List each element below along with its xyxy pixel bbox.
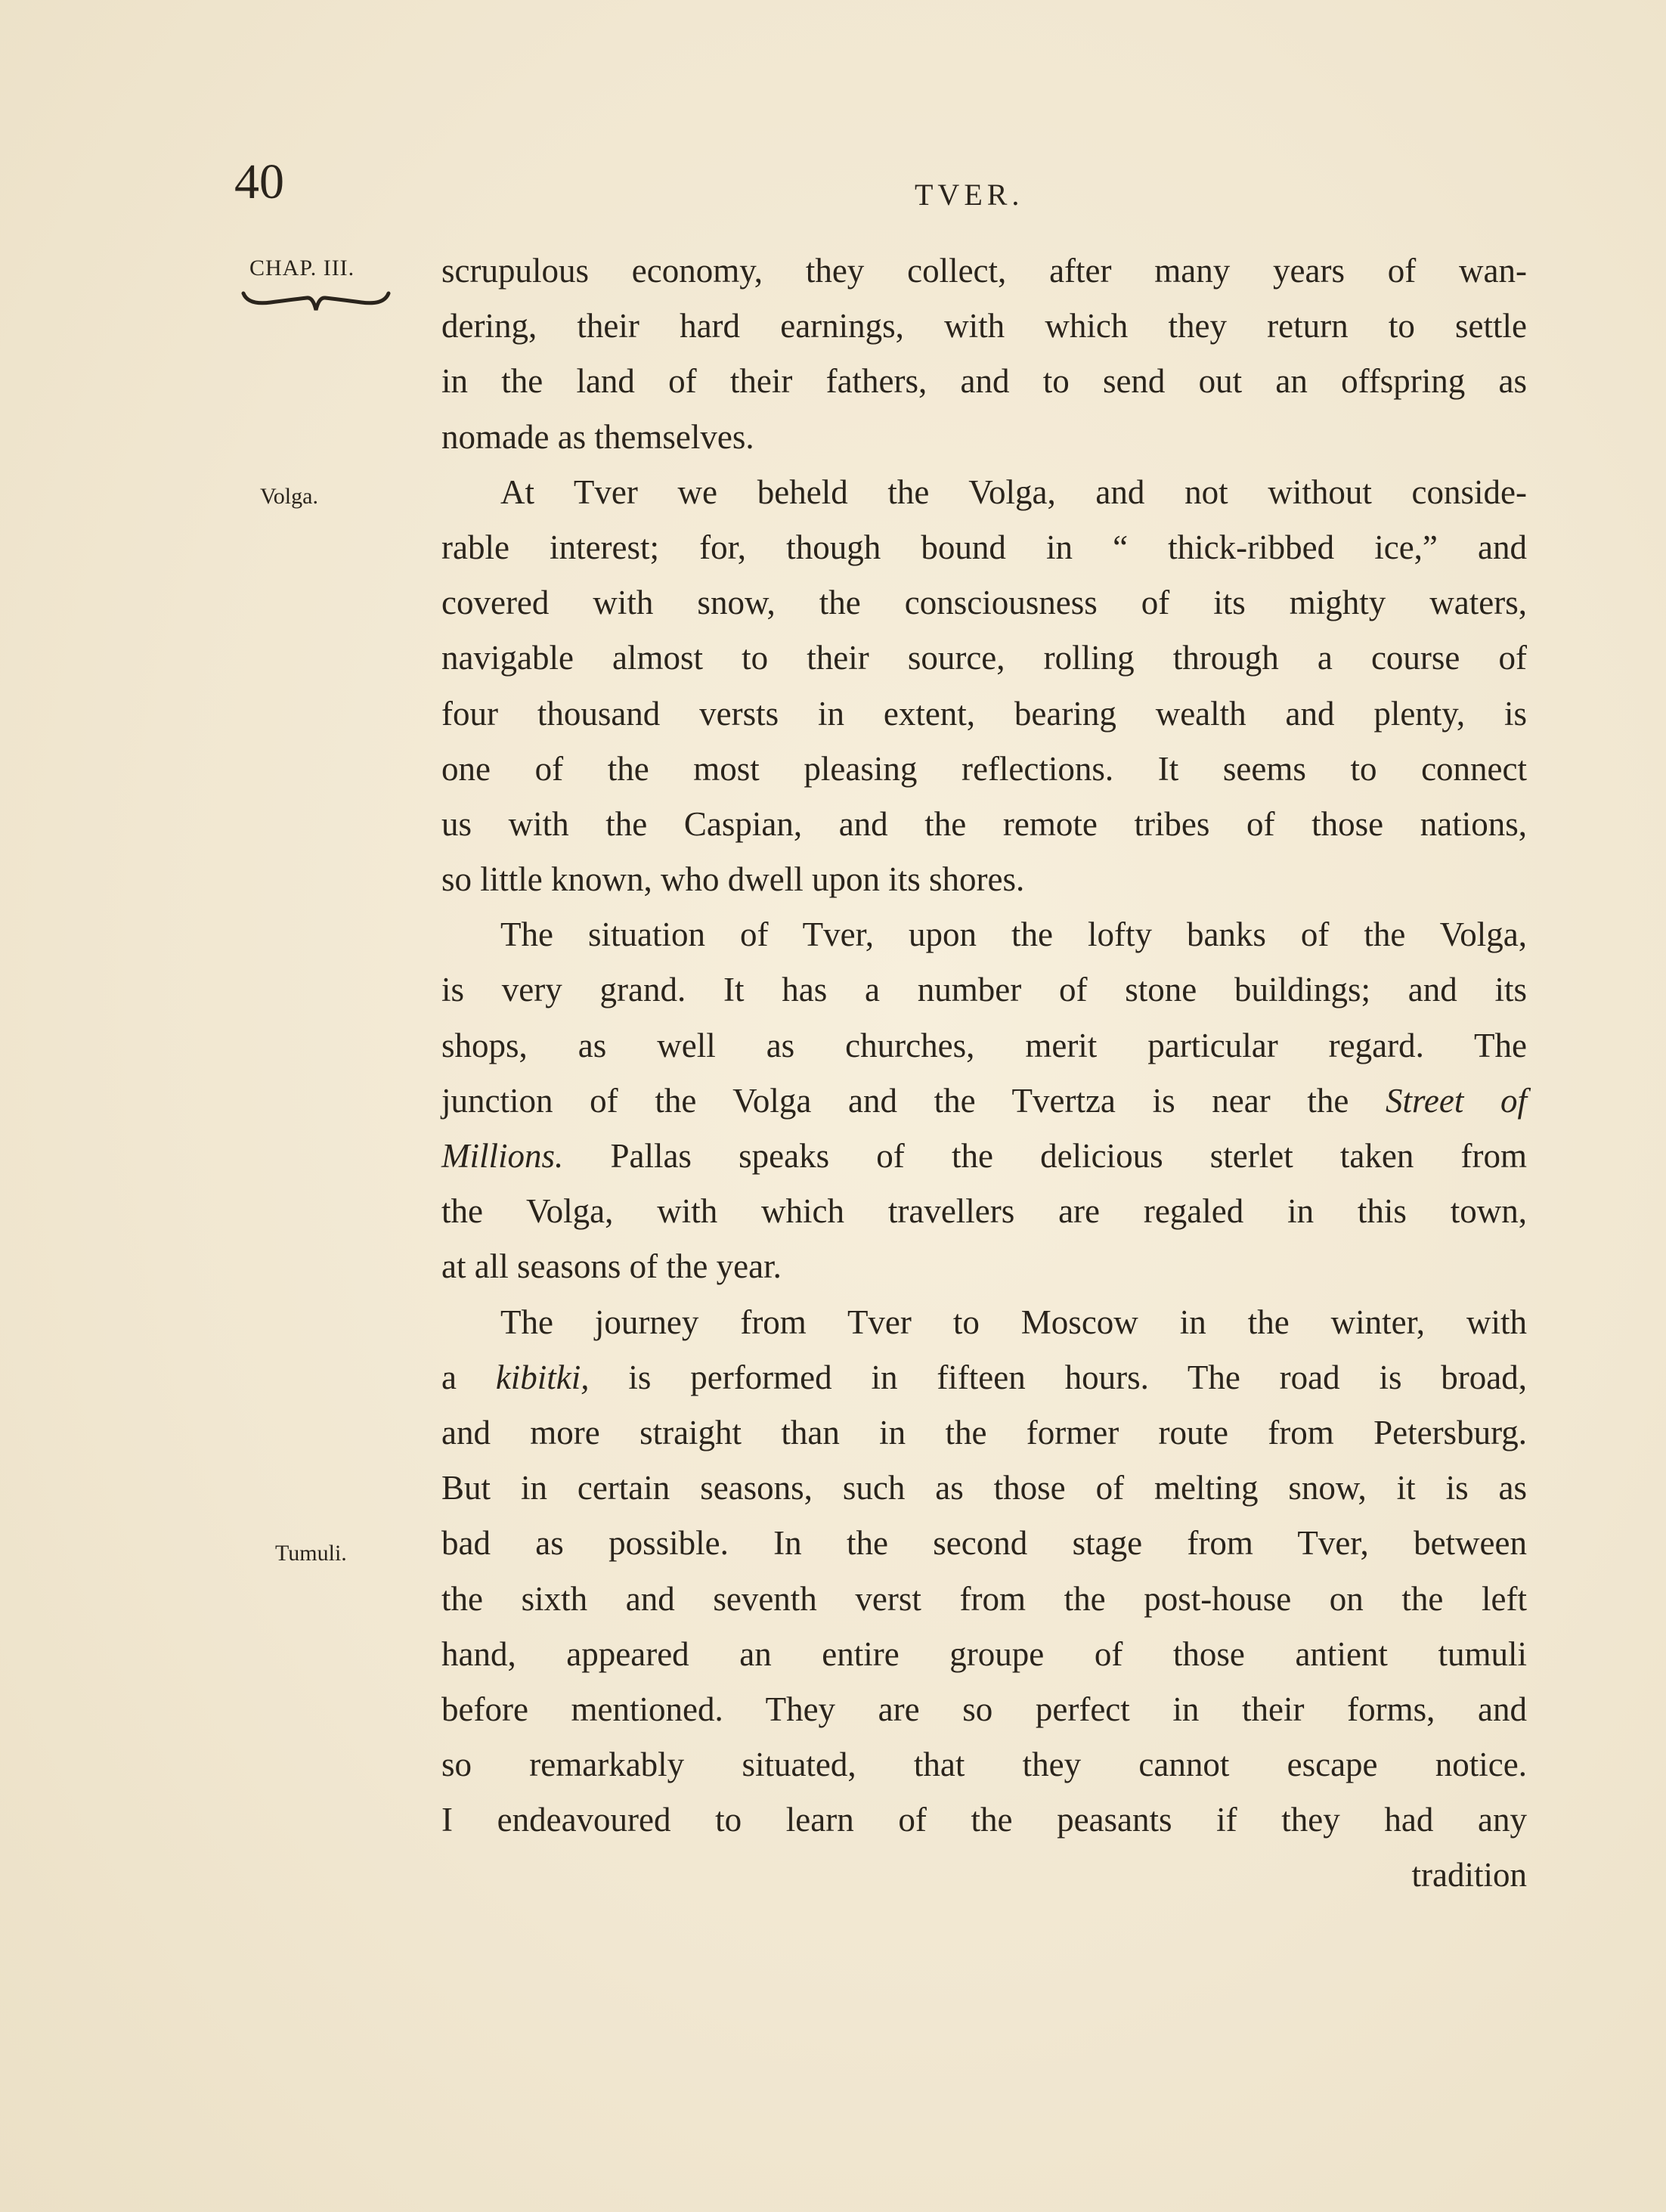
text-line: The journey from Tver to Moscow in the winter, with xyxy=(500,1303,1527,1341)
text-line: so little known, who dwell upon its shores. xyxy=(441,860,1025,899)
text-line: navigable almost to their source, rolling through a course of xyxy=(441,639,1527,677)
text-line: covered with snow, the consciousness of its mighty waters, xyxy=(441,584,1527,622)
italic-phrase: Millions. xyxy=(441,1137,564,1175)
page-number: 40 xyxy=(234,154,284,209)
text-line: and more straight than in the former route from Petersburg. xyxy=(441,1413,1527,1451)
text-line: the sixth and seventh verst from the post-house on the left xyxy=(441,1579,1527,1618)
text-line xyxy=(441,1350,1527,1405)
body-text xyxy=(441,243,1527,1904)
text-line: four thousand versts in extent, bearing wealth and plenty, is xyxy=(441,694,1527,733)
text-line: dering, their hard earnings, with which they return to settle xyxy=(441,307,1527,345)
text-line: the Volga, with which travellers are regaled in this town, xyxy=(441,1192,1527,1231)
text-line: rable interest; for, though bound in “ thick-ribbed ice,” and xyxy=(441,528,1527,566)
text-line: before mentioned. They are so perfect in their forms, and xyxy=(441,1690,1527,1728)
margin-note-chapter: CHAP. III. xyxy=(249,256,355,280)
italic-phrase: Street of xyxy=(1386,1081,1528,1120)
text-line: nomade as themselves. xyxy=(441,417,754,456)
text-line: shops, as well as churches, merit particular regard. The xyxy=(441,1026,1527,1064)
text-line: The situation of Tver, upon the lofty banks of the Volga, xyxy=(500,915,1527,954)
text-line xyxy=(441,1129,1527,1184)
text-segment: a xyxy=(441,1358,457,1396)
text-line: But in certain seasons, such as those of melting snow, it is as xyxy=(441,1469,1527,1507)
text-line: in the land of their fathers, and to send out an offspring as xyxy=(441,362,1527,401)
italic-phrase: kibitki, xyxy=(495,1358,590,1396)
text-line: At Tver we beheld the Volga, and not without conside- xyxy=(500,472,1527,511)
text-line xyxy=(441,1073,1527,1129)
text-line: hand, appeared an entire groupe of those antient tumuli xyxy=(441,1634,1527,1673)
running-title: TVER. xyxy=(915,178,1024,212)
text-line: so remarkably situated, that they cannot escape notice. xyxy=(441,1746,1527,1784)
text-segment: is performed in fifteen hours. The road is broad, xyxy=(628,1358,1528,1396)
margin-note-tumuli: Tumuli. xyxy=(275,1541,347,1566)
text-line: scrupulous economy, they collect, after many years of wan- xyxy=(441,252,1527,290)
text-line: at all seasons of the year. xyxy=(441,1247,782,1286)
text-line: I endeavoured to learn of the peasants if they had any xyxy=(441,1801,1527,1839)
text-line: us with the Caspian, and the remote tribes of those nations, xyxy=(441,804,1527,843)
chapter-brace-ornament xyxy=(240,287,392,314)
catchword: tradition xyxy=(1411,1856,1527,1894)
text-segment: Pallas speaks of the delicious sterlet taken from xyxy=(610,1137,1527,1175)
text-line: one of the most pleasing reflections. It seems to connect xyxy=(441,749,1527,788)
text-line: is very grand. It has a number of stone buildings; and its xyxy=(441,971,1527,1009)
text-segment: junction of the Volga and the Tvertza is near the xyxy=(441,1081,1349,1120)
margin-note-volga: Volga. xyxy=(260,484,318,509)
text-line: bad as possible. In the second stage from Tver, between xyxy=(441,1524,1527,1563)
